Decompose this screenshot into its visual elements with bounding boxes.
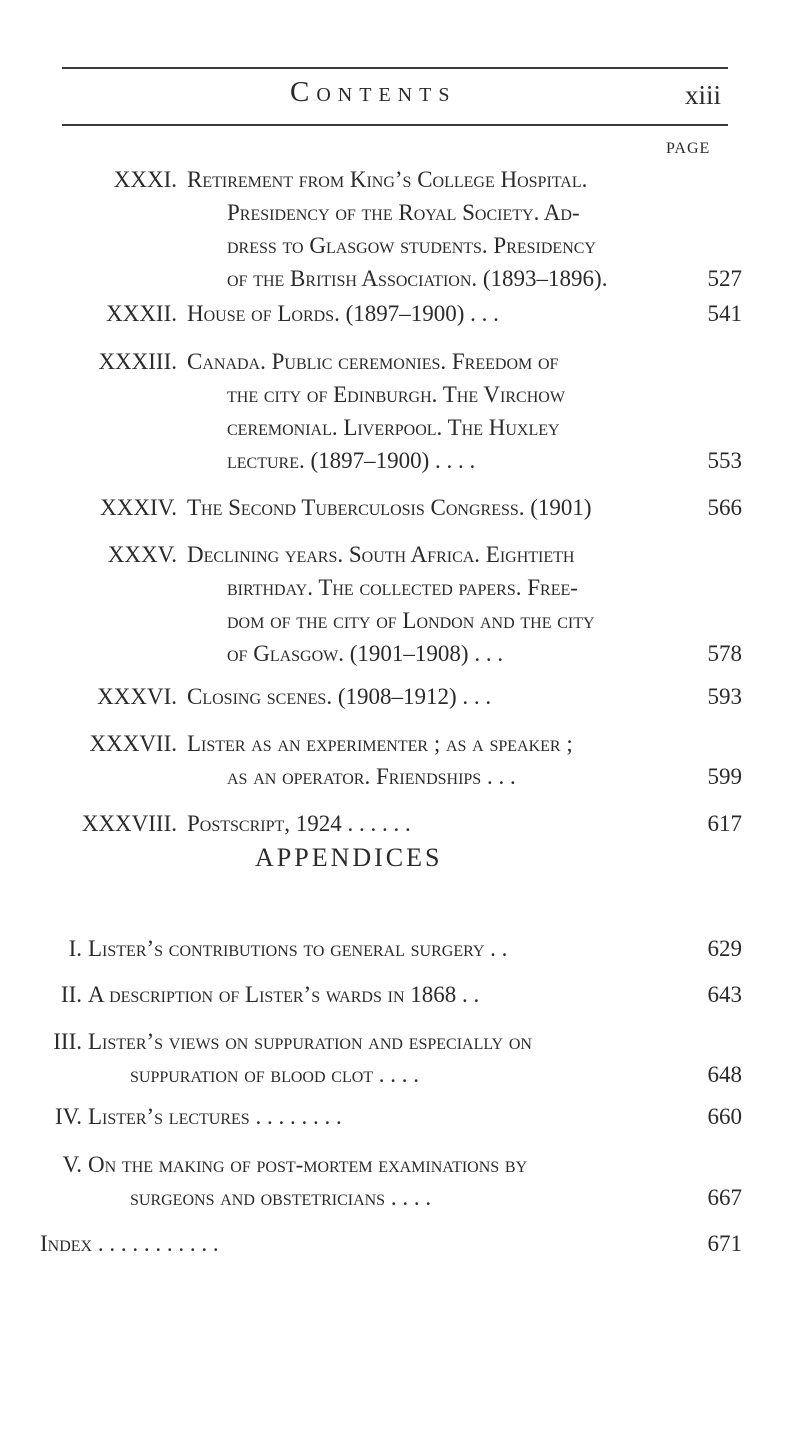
toc-entry bbox=[40, 1227, 742, 1260]
page-ref: 593 bbox=[707, 684, 742, 709]
chapter-number: XXXIV. bbox=[100, 495, 177, 520]
page-ref: 648 bbox=[707, 1062, 742, 1087]
top-rule bbox=[62, 67, 728, 69]
chapter-title-line: Declining years. South Africa. Eightieth bbox=[187, 542, 575, 567]
appendix-title-line: A description of Lister’s wards in 1868 . . bbox=[88, 982, 480, 1007]
page-number: xiii bbox=[685, 80, 722, 110]
chapter-title-line: of Glasgow. (1901–1908) . . . bbox=[227, 641, 504, 666]
page-ref: 599 bbox=[707, 764, 742, 789]
chapter-number: XXXVII. bbox=[89, 731, 177, 756]
appendix-number: V. bbox=[62, 1152, 82, 1177]
appendix-title-line: surgeons and obstetricians . . . . bbox=[130, 1185, 432, 1210]
appendix-title-line: Lister’s contributions to general surgery . . bbox=[88, 936, 508, 961]
toc-entry bbox=[62, 807, 742, 840]
chapter-number: XXXIII. bbox=[98, 349, 177, 374]
page-ref: 671 bbox=[707, 1231, 742, 1256]
appendix-number: IV. bbox=[54, 1104, 82, 1129]
chapter-number: XXXII. bbox=[106, 301, 177, 326]
chapter-title-line: the city of Edinburgh. The Virchow bbox=[227, 382, 565, 407]
chapter-title-line: Closing scenes. (1908–1912) . . . bbox=[187, 684, 492, 709]
appendix-title-line: Lister’s views on suppuration and especially on bbox=[88, 1029, 532, 1054]
toc-entry bbox=[62, 297, 742, 330]
toc-entry bbox=[40, 978, 742, 1011]
index-label: Index . . . . . . . . . . . bbox=[40, 1231, 219, 1256]
toc-entry bbox=[62, 345, 742, 477]
appendix-title-line: suppuration of blood clot . . . . bbox=[130, 1062, 420, 1087]
chapter-number: XXXI. bbox=[113, 167, 177, 192]
page-ref: 578 bbox=[707, 641, 742, 666]
chapter-title-line: Canada. Public ceremonies. Freedom of bbox=[187, 349, 559, 374]
chapter-number: XXXV. bbox=[107, 542, 177, 567]
toc-entry bbox=[40, 932, 742, 965]
appendix-title-line: On the making of post-mortem examinations by bbox=[88, 1152, 528, 1177]
toc-entry bbox=[40, 1025, 742, 1091]
toc-entry bbox=[62, 727, 742, 793]
chapter-title-line: ceremonial. Liverpool. The Huxley bbox=[227, 415, 560, 440]
page-ref: 660 bbox=[707, 1104, 742, 1129]
chapter-title-line: Presidency of the Royal Society. Ad- bbox=[227, 200, 580, 225]
chapter-title-line: The Second Tuberculosis Congress. (1901) bbox=[187, 495, 592, 520]
chapter-title-line: as an operator. Friendships . . . bbox=[227, 764, 516, 789]
appendix-number: I. bbox=[68, 936, 82, 961]
toc-entry bbox=[62, 163, 742, 295]
chapter-title-line: of the British Association. (1893–1896). bbox=[227, 266, 608, 291]
chapter-title-line: lecture. (1897–1900) . . . . bbox=[227, 448, 476, 473]
chapter-number: XXXVI. bbox=[97, 684, 177, 709]
page-ref: 667 bbox=[707, 1185, 742, 1210]
header-rule bbox=[62, 124, 728, 126]
chapter-title-line: birthday. The collected papers. Free- bbox=[227, 575, 578, 600]
chapter-title-line: dom of the city of London and the city bbox=[227, 608, 595, 633]
toc-entry bbox=[62, 491, 742, 524]
page-ref: 527 bbox=[707, 266, 742, 291]
page-ref: 553 bbox=[707, 448, 742, 473]
page-column-label: PAGE bbox=[666, 140, 711, 157]
appendices-heading: APPENDICES bbox=[255, 843, 443, 872]
page-ref: 643 bbox=[707, 982, 742, 1007]
toc-entry bbox=[62, 680, 742, 713]
toc-entry bbox=[40, 1148, 742, 1214]
chapter-title-line: House of Lords. (1897–1900) . . . bbox=[187, 301, 499, 326]
toc-entry bbox=[62, 538, 742, 670]
page-ref: 566 bbox=[707, 495, 742, 520]
chapter-title-line: Postscript, 1924 . . . . . . bbox=[187, 811, 411, 836]
chapter-title-line: Retirement from King’s College Hospital. bbox=[187, 167, 588, 192]
toc-entry bbox=[40, 1100, 742, 1133]
page-ref: 617 bbox=[707, 811, 742, 836]
running-title: Contents bbox=[290, 76, 457, 108]
appendix-title-line: Lister’s lectures . . . . . . . . bbox=[88, 1104, 342, 1129]
appendix-number: II. bbox=[60, 982, 82, 1007]
chapter-title-line: dress to Glasgow students. Presidency bbox=[227, 233, 596, 258]
appendix-number: III. bbox=[53, 1029, 82, 1054]
page-ref: 629 bbox=[707, 936, 742, 961]
chapter-number: XXXVIII. bbox=[81, 811, 177, 836]
chapter-title-line: Lister as an experimenter ; as a speaker ; bbox=[187, 731, 573, 756]
page-ref: 541 bbox=[707, 301, 742, 326]
